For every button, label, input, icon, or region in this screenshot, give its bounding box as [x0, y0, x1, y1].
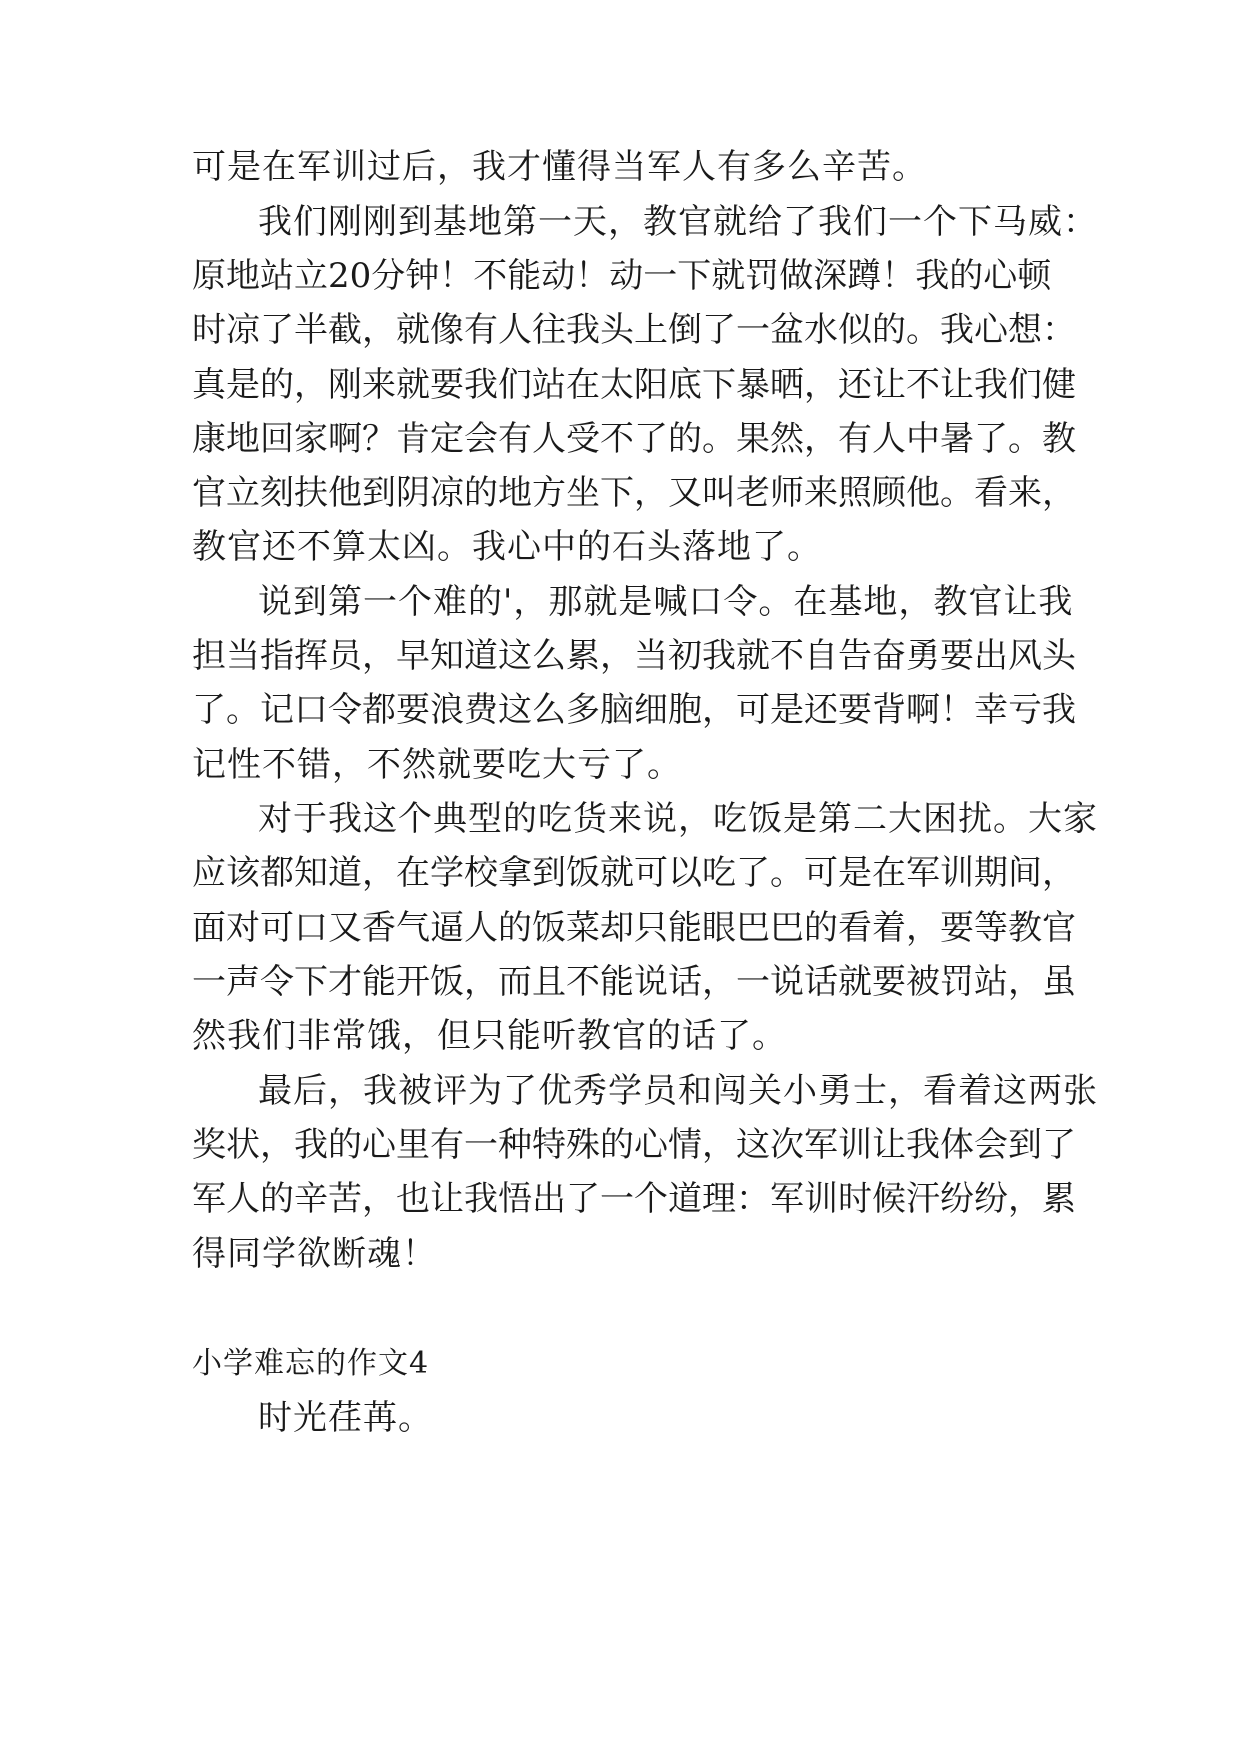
- paragraph-line: 奖状，我的心里有一种特殊的心情，这次军训让我体会到了: [192, 1125, 1076, 1165]
- paragraph-line: 军人的辛苦，也让我悟出了一个道理：军训时候汗纷纷，累: [192, 1179, 1076, 1219]
- paragraph-line: 最后，我被评为了优秀学员和闯关小勇士，看着这两张: [258, 1071, 1098, 1111]
- paragraph-line: 了。记口令都要浪费这么多脑细胞，可是还要背啊！幸亏我: [192, 690, 1076, 730]
- paragraph-line: 真是的，刚来就要我们站在太阳底下暴晒，还让不让我们健: [192, 365, 1076, 405]
- paragraph-line: 得同学欲断魂！: [192, 1234, 437, 1274]
- paragraph-line: 教官还不算太凶。我心中的石头落地了。: [192, 527, 822, 567]
- paragraph-line: 时凉了半截，就像有人往我头上倒了一盆水似的。我心想：: [192, 310, 1076, 350]
- paragraph-line: 应该都知道，在学校拿到饭就可以吃了。可是在军训期间，: [192, 853, 1076, 893]
- paragraph-line: 面对可口又香气逼人的饭菜却只能眼巴巴的看着，要等教官: [192, 908, 1076, 948]
- paragraph-line: 时光荏苒。: [258, 1398, 433, 1438]
- paragraph-line: 官立刻扶他到阴凉的地方坐下，又叫老师来照顾他。看来，: [192, 473, 1076, 513]
- paragraph-line: 说到第一个难的'，那就是喊口令。在基地，教官让我: [258, 582, 1074, 622]
- paragraph-line: 原地站立20分钟！不能动！动一下就罚做深蹲！我的心顿: [192, 256, 1052, 296]
- paragraph-line: 然我们非常饿，但只能听教官的话了。: [192, 1016, 787, 1056]
- paragraph-line: 担当指挥员，早知道这么累，当初我就不自告奋勇要出风头: [192, 636, 1076, 676]
- paragraph-line: 记性不错，不然就要吃大亏了。: [192, 745, 682, 785]
- section-heading: 小学难忘的作文4: [192, 1346, 430, 1381]
- paragraph-line: 一声令下才能开饭，而且不能说话，一说话就要被罚站，虽: [192, 962, 1076, 1002]
- paragraph-line: 我们刚刚到基地第一天，教官就给了我们一个下马威：: [258, 202, 1098, 242]
- paragraph-line: 可是在军训过后，我才懂得当军人有多么辛苦。: [192, 147, 927, 187]
- paragraph-line: 对于我这个典型的吃货来说，吃饭是第二大困扰。大家: [258, 799, 1098, 839]
- paragraph-line: 康地回家啊？肯定会有人受不了的。果然，有人中暑了。教: [192, 419, 1076, 459]
